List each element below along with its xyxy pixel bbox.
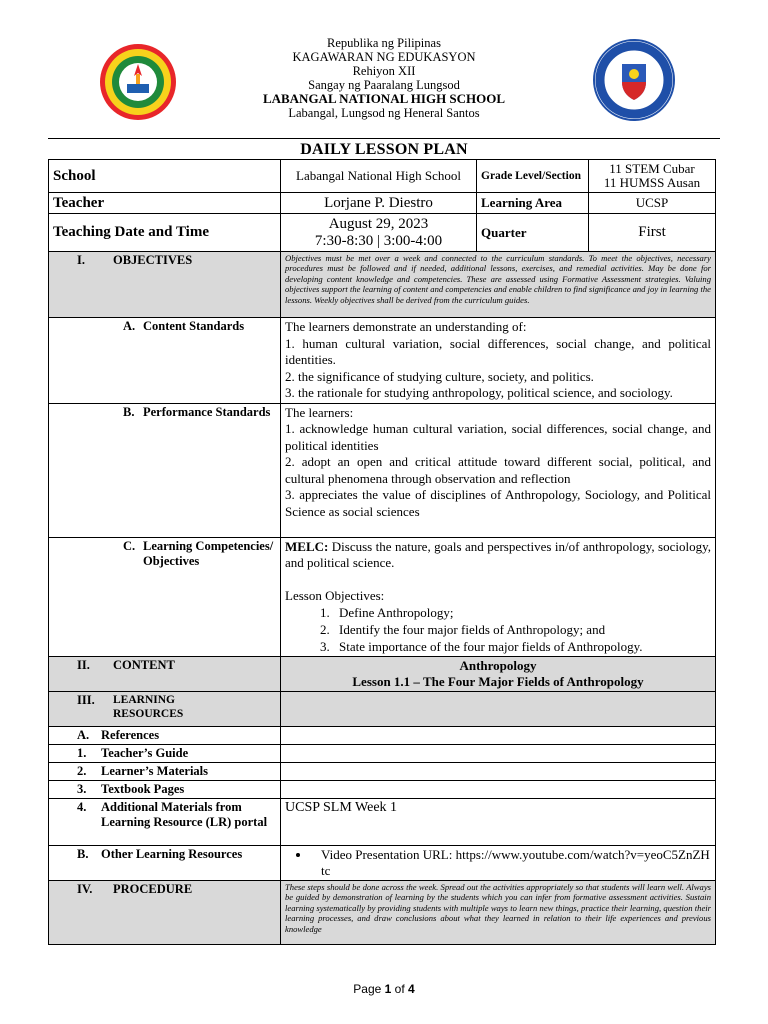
teacher-label: Teacher — [49, 193, 281, 214]
other-resources-row — [49, 846, 716, 881]
republic-line: Republika ng Pilipinas — [327, 36, 441, 50]
content-standards-item: 2. the significance of studying culture, society, and politics. — [285, 368, 594, 384]
performance-standards-body — [281, 403, 716, 537]
school-value: Labangal National High School — [281, 160, 477, 193]
region-line: Rehiyon XII — [352, 64, 416, 78]
learners-materials-value — [281, 763, 716, 781]
teacher-value: Lorjane P. Diestro — [281, 193, 477, 214]
other-resources-letter: B. — [77, 847, 89, 861]
learners-materials-number: 2. — [77, 764, 87, 778]
textbook-number: 3. — [77, 782, 87, 796]
school-row — [49, 160, 716, 193]
additional-materials-number: 4. — [77, 800, 87, 814]
objectives-row — [49, 252, 716, 318]
date-label: Teaching Date and Time — [49, 214, 281, 252]
references-heading — [49, 727, 281, 745]
area-label: Learning Area — [477, 193, 589, 214]
performance-standards-item: 1. acknowledge human cultural variation, social differences, social change, and political identities — [285, 421, 711, 453]
resources-heading — [49, 692, 281, 727]
date-value — [281, 214, 477, 252]
grade-value-1: 11 STEM Cubar — [609, 161, 695, 176]
performance-standards-heading — [49, 403, 281, 537]
content-standards-heading — [49, 318, 281, 404]
page-of: of — [391, 982, 409, 996]
lesson-objective-item: 3. State importance of the four major fields of Anthropology. — [333, 638, 711, 655]
other-resources-list — [285, 847, 711, 879]
content-standards-item: 1. human cultural variation, social differences, social change, and political identities. — [285, 335, 711, 367]
procedure-number: IV. — [77, 882, 93, 896]
content-body — [281, 657, 716, 692]
teachers-guide-label: Teacher’s Guide — [101, 746, 189, 760]
objectives-heading — [49, 252, 281, 318]
teachers-guide-heading — [49, 745, 281, 763]
school-label: School — [49, 160, 281, 193]
school-address: Labangal, Lungsod ng Heneral Santos — [288, 106, 480, 120]
objectives-label: OBJECTIVES — [113, 253, 193, 267]
teachers-guide-row — [49, 745, 716, 763]
learners-materials-row — [49, 763, 716, 781]
header-divider — [48, 138, 720, 139]
textbook-row — [49, 781, 716, 799]
page-current: 1 — [384, 982, 392, 996]
additional-materials-heading — [49, 799, 281, 846]
time-value: 7:30-8:30 | 3:00-4:00 — [314, 232, 443, 249]
page-footer — [0, 982, 768, 996]
grade-value — [589, 160, 716, 193]
performance-standards-intro: The learners: — [285, 404, 354, 420]
quarter-value: First — [589, 214, 716, 252]
date-value-1: August 29, 2023 — [328, 215, 429, 232]
lesson-objectives-list — [285, 604, 711, 655]
letterhead — [0, 36, 768, 120]
other-resources-label: Other Learning Resources — [101, 847, 243, 861]
content-standards-row — [49, 318, 716, 404]
references-letter: A. — [77, 728, 90, 742]
performance-standards-label: Performance Standards — [143, 404, 271, 419]
additional-materials-label: Additional Materials from Learning Resource (LR) portal — [101, 800, 268, 829]
teachers-guide-value — [281, 745, 716, 763]
content-number: II. — [77, 658, 90, 672]
resources-label: LEARNING RESOURCES — [113, 694, 184, 720]
additional-materials-row — [49, 799, 716, 846]
teachers-guide-number: 1. — [77, 746, 87, 760]
grade-value-2: 11 HUMSS Ausan — [603, 175, 701, 190]
resources-row — [49, 692, 716, 727]
grade-label: Grade Level/Section — [477, 160, 589, 193]
lesson-objectives-label: Lesson Objectives: — [285, 587, 385, 603]
references-row — [49, 727, 716, 745]
content-row — [49, 657, 716, 692]
learners-materials-heading — [49, 763, 281, 781]
content-standards-item: 3. the rationale for studying anthropology, political science, and sociology. — [285, 385, 673, 400]
content-standards-letter: A. — [123, 319, 136, 333]
division-line: Sangay ng Paaralang Lungsod — [308, 78, 460, 92]
content-lesson: Lesson 1.1 – The Four Major Fields of Anthropology — [352, 674, 644, 689]
lesson-objective-item: 1. Define Anthropology; — [333, 604, 711, 621]
procedure-heading — [49, 881, 281, 945]
textbook-label: Textbook Pages — [101, 782, 185, 796]
performance-standards-item: 2. adopt an open and critical attitude toward different social, political, and cultural phenomena through observation and reflection — [285, 454, 711, 486]
procedure-label: PROCEDURE — [113, 882, 193, 896]
performance-standards-row — [49, 403, 716, 537]
performance-standards-letter: B. — [123, 404, 135, 419]
melc-label: MELC: — [285, 538, 329, 554]
competencies-row — [49, 537, 716, 657]
page-prefix: Page — [353, 982, 385, 996]
competencies-letter: C. — [123, 538, 136, 553]
procedure-note: These steps should be done across the week. Spread out the activities appropriately so that students will learn well. Always be guided by demonstration of learning by the students which you can infer from formative assessment activities. Sustain learning systematically by providing students with multiple ways to learn new things, practice their learning, question their learning processes, and draw conclusions about what they learned in relation to their life experiences and previous knowledge — [281, 881, 716, 945]
department-line: KAGAWARAN NG EDUKASYON — [292, 50, 476, 64]
additional-materials-value: UCSP SLM Week 1 — [281, 799, 716, 846]
resources-body — [281, 692, 716, 727]
school-name: LABANGAL NATIONAL HIGH SCHOOL — [262, 91, 506, 106]
date-row — [49, 214, 716, 252]
area-value: UCSP — [589, 193, 716, 214]
page-total: 4 — [408, 982, 415, 996]
objectives-note: Objectives must be met over a week and connected to the curriculum standards. To meet the objectives, necessary procedures must be followed and if needed, additional lessons, exercises, and remedial activities. May be done for developing content knowledge and competencies. These are assessed using Formative Assessment strategies. Valuing objectives support the learning of content and competencies and enable children to find significance and joy in learning the lessons. Weekly objectives shall be derived from the curriculum guides. — [281, 252, 716, 318]
content-standards-intro: The learners demonstrate an understanding of: — [285, 319, 527, 334]
references-value — [281, 727, 716, 745]
other-resources-body — [281, 846, 716, 881]
video-url-item[interactable]: • Video Presentation URL: https://www.youtube.com/watch?v=yeoC5ZnZHtc — [311, 847, 711, 879]
other-resources-heading — [49, 846, 281, 881]
lesson-plan-table — [48, 159, 716, 945]
competencies-heading — [49, 537, 281, 657]
content-standards-body — [281, 318, 716, 404]
learners-materials-label: Learner’s Materials — [101, 764, 209, 778]
content-standards-label: Content Standards — [143, 319, 245, 333]
teacher-row — [49, 193, 716, 214]
references-label: References — [101, 728, 160, 742]
document-title: DAILY LESSON PLAN — [300, 141, 468, 158]
competencies-label: Learning Competencies/ Objectives — [143, 538, 274, 568]
lesson-objective-item: 2. Identify the four major fields of Anthropology; and — [333, 621, 711, 638]
melc-text: Discuss the nature, goals and perspectives in/of anthropology, sociology, and political science. — [285, 538, 711, 570]
objectives-number: I. — [77, 253, 85, 267]
competencies-body — [281, 537, 716, 657]
performance-standards-item: 3. appreciates the value of disciplines of Anthropology, Sociology, and Political Science as social sciences — [285, 487, 711, 519]
textbook-value — [281, 781, 716, 799]
content-topic: Anthropology — [459, 658, 537, 673]
quarter-label: Quarter — [477, 214, 589, 252]
textbook-heading — [49, 781, 281, 799]
content-label: CONTENT — [113, 658, 175, 672]
content-heading — [49, 657, 281, 692]
procedure-row — [49, 881, 716, 945]
resources-number: III. — [77, 693, 95, 707]
